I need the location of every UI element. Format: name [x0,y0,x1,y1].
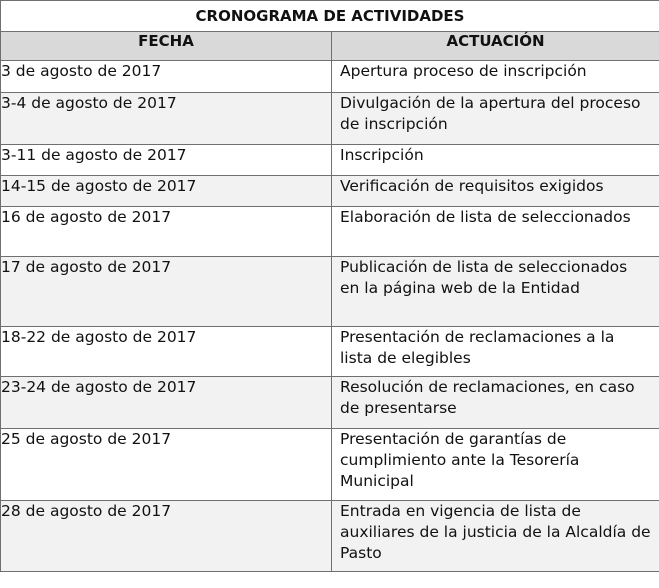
table-row [1,145,659,176]
date-cell: 3-4 de agosto de 2017 [1,93,332,145]
date-cell: 14-15 de agosto de 2017 [1,176,332,207]
table-row [1,501,659,572]
date-cell: 3 de agosto de 2017 [1,61,332,93]
activity-cell: Verificación de requisitos exigidos [332,176,659,207]
date-cell: 25 de agosto de 2017 [1,429,332,501]
column-header-actuacion: ACTUACIÓN [332,32,659,61]
activity-cell: Inscripción [332,145,659,176]
table-row [1,61,659,93]
table-row [1,176,659,207]
date-cell: 28 de agosto de 2017 [1,501,332,572]
activity-cell: Resolución de reclamaciones, en caso de presentarse [332,377,659,429]
date-cell: 3-11 de agosto de 2017 [1,145,332,176]
header-row [1,32,659,61]
table-row [1,377,659,429]
activity-cell: Divulgación de la apertura del proceso de inscripción [332,93,659,145]
title-row [1,1,659,32]
column-header-fecha: FECHA [1,32,332,61]
date-cell: 23-24 de agosto de 2017 [1,377,332,429]
activity-cell: Presentación de reclamaciones a la lista de elegibles [332,327,659,377]
activity-cell: Presentación de garantías de cumplimiento ante la Tesorería Municipal [332,429,659,501]
activity-cell: Publicación de lista de seleccionados en la página web de la Entidad [332,257,659,327]
table-row [1,93,659,145]
table-row [1,257,659,327]
table-row [1,327,659,377]
activity-cell: Apertura proceso de inscripción [332,61,659,93]
table-title: CRONOGRAMA DE ACTIVIDADES [1,1,659,32]
activity-cell: Entrada en vigencia de lista de auxiliares de la justicia de la Alcaldía de Pasto [332,501,659,572]
activity-cell: Elaboración de lista de seleccionados [332,207,659,257]
date-cell: 16 de agosto de 2017 [1,207,332,257]
date-cell: 17 de agosto de 2017 [1,257,332,327]
date-cell: 18-22 de agosto de 2017 [1,327,332,377]
table-row [1,207,659,257]
table-row [1,429,659,501]
